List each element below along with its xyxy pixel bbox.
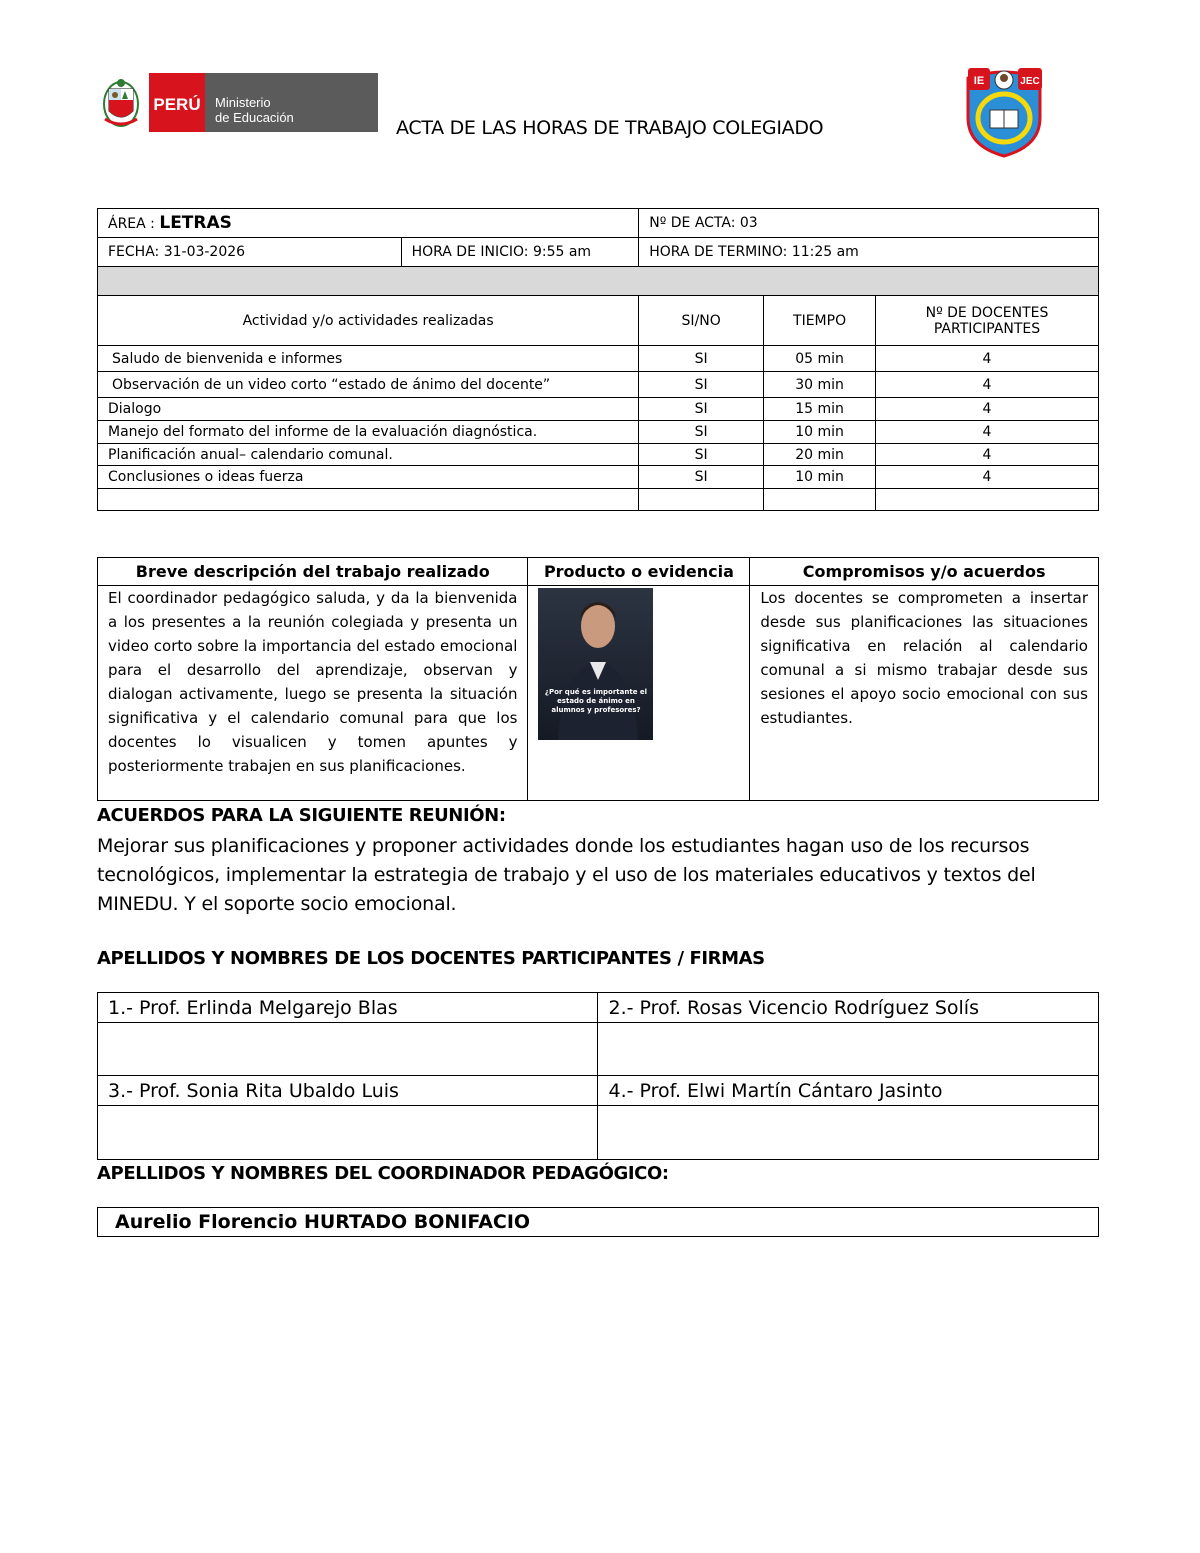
evidence-video-thumbnail [538, 588, 653, 740]
teacher-names-row [98, 993, 1099, 1023]
badge-jec-text: JEC [1020, 76, 1040, 87]
activity-count: 4 [876, 421, 1099, 444]
activity-sino: SI [639, 466, 764, 489]
teachers-title: APELLIDOS Y NOMBRES DE LOS DOCENTES PARTICIPANTES / FIRMAS [97, 948, 765, 969]
activity-count: 4 [876, 444, 1099, 466]
table-row [98, 372, 1099, 398]
teacher-name: 2.- Prof. Rosas Vicencio Rodríguez Solís [598, 993, 1099, 1023]
activity-time: 10 min [764, 421, 876, 444]
signature-row [98, 1106, 1099, 1160]
logo-educacion-text: de Educación [215, 110, 294, 125]
activity-time: 20 min [764, 444, 876, 466]
activity-name: Saludo de bienvenida e informes [98, 346, 639, 372]
activity-time: 15 min [764, 398, 876, 421]
shaded-separator-row [98, 267, 1099, 296]
badge-ie-text: IE [973, 75, 985, 87]
area-value: LETRAS [159, 213, 232, 233]
activity-sino: SI [639, 444, 764, 466]
activity-count: 4 [876, 398, 1099, 421]
signature-row [98, 1023, 1099, 1076]
activity-count: 4 [876, 466, 1099, 489]
signature-field [598, 1023, 1099, 1076]
logo-ministerio-text: Ministerio [215, 95, 271, 110]
work-commitments: Los docentes se comprometen a insertar desde sus planificaciones las situaciones significativa en relación al calendario comunal a si mismo trabajar desde sus sesiones el apoyo socio emocional con sus estudiantes. [750, 586, 1099, 801]
teacher-name: 4.- Prof. Elwi Martín Cántaro Jasinto [598, 1076, 1099, 1106]
work-header-row [98, 558, 1099, 586]
col-header-docentes: Nº DE DOCENTES PARTICIPANTES [876, 296, 1099, 346]
table-row [98, 466, 1099, 489]
table-row [98, 444, 1099, 466]
activity-sino: SI [639, 421, 764, 444]
area-cell [98, 209, 639, 238]
col-header-activity: Actividad y/o actividades realizadas [98, 296, 639, 346]
activity-sino: SI [639, 398, 764, 421]
table-row [98, 421, 1099, 444]
hora-inicio: HORA DE INICIO: 9:55 am [401, 238, 639, 267]
signature-field [98, 1106, 598, 1160]
activity-name: Dialogo [98, 398, 639, 421]
minedu-logo [97, 73, 378, 132]
fecha: FECHA: 31-03-2026 [98, 238, 402, 267]
logo-peru-text: PERÚ [153, 95, 201, 114]
table-row [98, 346, 1099, 372]
activities-table [97, 208, 1099, 511]
activity-name: Planificación anual– calendario comunal. [98, 444, 639, 466]
speaker-silhouette-icon [538, 588, 653, 740]
teacher-name: 3.- Prof. Sonia Rita Ubaldo Luis [98, 1076, 598, 1106]
activity-name: Conclusiones o ideas fuerza [98, 466, 639, 489]
col-header-commitments: Compromisos y/o acuerdos [750, 558, 1099, 586]
evidence-cell [528, 586, 750, 801]
activity-count: 4 [876, 346, 1099, 372]
activity-count: 4 [876, 372, 1099, 398]
activity-name: Observación de un video corto “estado de ánimo del docente” [98, 372, 639, 398]
empty-row [98, 489, 1099, 511]
evidence-caption: ¿Por qué es importante el estado de ánimo en alumnos y profesores? [544, 688, 648, 714]
signature-field [98, 1023, 598, 1076]
activity-sino: SI [639, 372, 764, 398]
coordinator-title: APELLIDOS Y NOMBRES DEL COORDINADOR PEDAGÓGICO: [97, 1163, 669, 1184]
teachers-signature-table [97, 992, 1099, 1160]
agreements-text: Mejorar sus planificaciones y proponer actividades donde los estudiantes hagan uso de los recursos tecnológicos, implementar la estrategia de trabajo y el uso de los materiales educativos y textos del MINEDU. Y el soporte socio emocional. [97, 835, 1036, 915]
coordinator-name: Aurelio Florencio HURTADO BONIFACIO [98, 1208, 1099, 1237]
table-row [98, 398, 1099, 421]
acta-number: Nº DE ACTA: 03 [639, 209, 1099, 238]
col-header-evidence: Producto o evidencia [528, 558, 750, 586]
signature-field [598, 1106, 1099, 1160]
coordinator-row [98, 1208, 1099, 1237]
work-table [97, 557, 1099, 801]
area-row [98, 209, 1099, 238]
person-portrait-icon [1000, 74, 1008, 82]
activity-time: 05 min [764, 346, 876, 372]
teacher-names-row [98, 1076, 1099, 1106]
hora-termino: HORA DE TERMINO: 11:25 am [639, 238, 1099, 267]
activity-time: 10 min [764, 466, 876, 489]
col-header-tiempo: TIEMPO [764, 296, 876, 346]
school-emblem [962, 64, 1046, 158]
activity-name: Manejo del formato del informe de la evaluación diagnóstica. [98, 421, 639, 444]
date-row [98, 238, 1099, 267]
peru-coat-of-arms-icon [104, 79, 138, 126]
activity-time: 30 min [764, 372, 876, 398]
document-title: ACTA DE LAS HORAS DE TRABAJO COLEGIADO [396, 117, 824, 139]
col-header-sino: SI/NO [639, 296, 764, 346]
activities-header-row [98, 296, 1099, 346]
work-content-row [98, 586, 1099, 801]
teacher-name: 1.- Prof. Erlinda Melgarejo Blas [98, 993, 598, 1023]
activity-sino: SI [639, 346, 764, 372]
coordinator-table [97, 1207, 1099, 1237]
agreements-title: ACUERDOS PARA LA SIGUIENTE REUNIÓN: [97, 805, 506, 826]
area-label: ÁREA : [108, 216, 155, 232]
work-description: El coordinador pedagógico saluda, y da la bienvenida a los presentes a la reunión colegiada y presenta un video corto sobre la importancia del estado emocional para el desarrollo del aprendizaje, observan y dialogan activamente, luego se presenta la situación significativa y el calendario comunal para que los docentes lo visualicen y tomen apuntes y posteriormente trabajen en sus planificaciones. [98, 586, 528, 801]
col-header-description: Breve descripción del trabajo realizado [98, 558, 528, 586]
